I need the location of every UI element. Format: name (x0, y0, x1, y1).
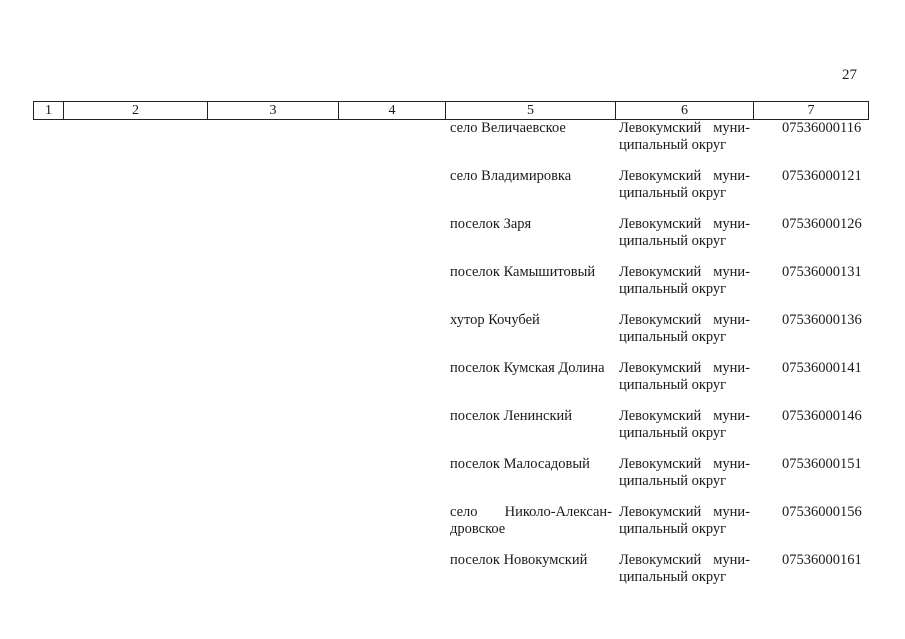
table-row (0, 456, 905, 500)
municipal-district: Левокумский муни- ципальный округ (619, 408, 750, 441)
header-col-2: 2 (64, 102, 208, 120)
header-col-1: 1 (34, 102, 64, 120)
municipal-district: Левокумский муни- ципальный округ (619, 504, 750, 537)
municipal-district: Левокумский муни- ципальный округ (619, 264, 750, 297)
table-row (0, 408, 905, 452)
oktmo-code: 07536000161 (782, 552, 862, 568)
settlement-name: поселок Кумская Долина (450, 360, 605, 376)
settlement-name: село Владимировка (450, 168, 572, 184)
oktmo-code: 07536000126 (782, 216, 862, 232)
table-row (0, 264, 905, 308)
header-col-7: 7 (754, 102, 869, 120)
oktmo-code: 07536000116 (782, 120, 862, 136)
table-row (0, 360, 905, 404)
table-row (0, 504, 905, 548)
table-row (0, 168, 905, 212)
table-row (0, 312, 905, 356)
settlement-name: поселок Камышитовый (450, 264, 596, 280)
oktmo-code: 07536000136 (782, 312, 862, 328)
municipal-district: Левокумский муни- ципальный округ (619, 360, 750, 393)
oktmo-code: 07536000156 (782, 504, 862, 520)
municipal-district: Левокумский муни- ципальный округ (619, 168, 750, 201)
column-number-header (33, 101, 869, 120)
municipal-district: Левокумский муни- ципальный округ (619, 216, 750, 249)
oktmo-code: 07536000131 (782, 264, 862, 280)
header-row (34, 102, 869, 120)
header-col-3: 3 (208, 102, 339, 120)
table-row (0, 120, 905, 164)
page-number: 27 (842, 67, 857, 83)
settlement-name: поселок Ленинский (450, 408, 573, 424)
settlement-name: поселок Заря (450, 216, 532, 232)
table-row (0, 216, 905, 260)
settlement-name: село Николо-Алексан- дровское (450, 504, 612, 537)
table-row (0, 552, 905, 596)
oktmo-code: 07536000121 (782, 168, 862, 184)
settlement-name: поселок Малосадовый (450, 456, 590, 472)
settlement-name: село Величаевское (450, 120, 566, 136)
oktmo-code: 07536000151 (782, 456, 862, 472)
settlement-name: хутор Кочубей (450, 312, 540, 328)
settlement-name: поселок Новокумский (450, 552, 588, 568)
municipal-district: Левокумский муни- ципальный округ (619, 552, 750, 585)
municipal-district: Левокумский муни- ципальный округ (619, 312, 750, 345)
header-col-4: 4 (339, 102, 446, 120)
municipal-district: Левокумский муни- ципальный округ (619, 120, 750, 153)
municipal-district: Левокумский муни- ципальный округ (619, 456, 750, 489)
oktmo-code: 07536000141 (782, 360, 862, 376)
oktmo-code: 07536000146 (782, 408, 862, 424)
header-col-5: 5 (446, 102, 616, 120)
header-col-6: 6 (616, 102, 754, 120)
